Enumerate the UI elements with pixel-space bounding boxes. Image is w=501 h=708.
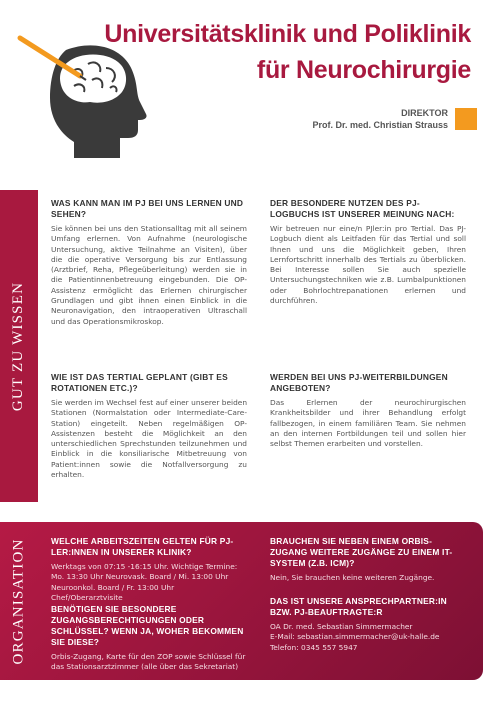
section-label-gut-zu-wissen: GUT ZU WISSEN — [10, 281, 27, 411]
faq-question: BRAUCHEN SIE NEBEN EINEM ORBIS-ZUGANG WEITERE ZUGÄNGE ZU EINEM IT-SYSTEM (Z.B. ICM)? — [270, 536, 453, 568]
sidebar-section-gut-zu-wissen — [0, 190, 38, 502]
faq-block — [270, 198, 466, 306]
faq-block — [51, 604, 247, 673]
faq-question: DER BESONDERE NUTZEN DES PJ-LOGBUCHS IST UNSERER MEINUNG NACH: — [270, 198, 455, 219]
faq-answer: Sie können bei uns den Stationsalltag mit all seinem Umfang erlernen. Von Aufnahme (neurologische Untersuchung, aktive Teilnahme an Visiten), über die die operative Versorgung bis zur Entlassung (Arztbrief, Reha, Pflegeüberleitung) werden sie in die Patientinnenbetreuung eingebunden. Die OP-Assistenz ermöglicht das Erlernen chirurgischer Grundlagen und gibt ihnen einen Einblick in die Neuronavigation, den intraoperativen Ultraschall und das Operationsmikroskop. — [51, 224, 247, 326]
faq-question: DAS IST UNSERE ANSPRECHPARTNER:IN BZW. PJ-BEAUFTRAGTE:R — [270, 596, 447, 617]
faq-block — [270, 372, 466, 449]
header — [0, 0, 501, 190]
head-with-probe-icon — [14, 32, 154, 162]
faq-block — [51, 536, 247, 603]
organisation-panel — [0, 522, 483, 680]
faq-answer: Nein, Sie brauchen keine weiteren Zugänge. — [270, 573, 435, 582]
contact-email[interactable]: E-Mail: sebastian.simmermacher@uk-halle.de — [270, 632, 440, 642]
faq-answer: Das Erlernen der neurochirurgischen Krankheitsbilder und ihrer Behandlung erfolgt fallbezogen, in einem familiären Team. Sie nehmen an den internen Fortbildungen teil und sollen hier selbst Themen erarbeiten und vorstellen. — [270, 398, 466, 449]
faq-answer: Werktags von 07:15 -16:15 Uhr. Wichtige Termine: Mo. 13:30 Uhr Neurovask. Board / Mi. 13:00 Uhr Neuroonkol. Board / Fr. 13:00 Uhr Chef/Oberarztvisite — [51, 562, 238, 602]
contact-block — [270, 596, 466, 653]
orange-accent-square — [455, 108, 477, 130]
clinic-subtitle: für Neurochirurgie — [256, 56, 471, 84]
director-name: Prof. Dr. med. Christian Strauss — [312, 120, 448, 130]
faq-question: WELCHE ARBEITSZEITEN GELTEN FÜR PJ-LER:INNEN IN UNSERER KLINIK? — [51, 536, 234, 557]
clinic-title: Universitätsklinik und Poliklinik — [104, 20, 471, 48]
faq-question: BENÖTIGEN SIE BESONDERE ZUGANGSBERECHTIGUNGEN ODER SCHLÜSSEL? WENN JA, WOHER BEKOMMEN SIE DIESE? — [51, 604, 244, 647]
faq-question: WAS KANN MAN IM PJ BEI UNS LERNEN UND SEHEN? — [51, 198, 244, 219]
faq-question: WIE IST DAS TERTIAL GEPLANT (GIBT ES ROTATIONEN ETC.)? — [51, 372, 228, 393]
faq-block — [270, 536, 466, 583]
section-label-organisation: ORGANISATION — [10, 537, 27, 665]
contact-name: OA Dr. med. Sebastian Simmermacher — [270, 622, 413, 631]
faq-answer: Sie werden im Wechsel fest auf einer unserer beiden Stationen (Normalstation oder Intermediate-Care-Station) eingeteilt. Neben regelmäßigen OP-Assistenzen besteht die Möglichkeit an den unterschiedlichen Sprechstunden teilzunehmen und Einblick in die konsiliarische Mitbetreuung von Patient:innen sowie die Notfallversorgung zu erhalten. — [51, 398, 247, 480]
faq-question: WERDEN BEI UNS PJ-WEITERBILDUNGEN ANGEBOTEN? — [270, 372, 448, 393]
faq-block — [51, 198, 247, 327]
faq-answer: Orbis-Zugang, Karte für den ZOP sowie Schlüssel für das Stationsarztzimmer (alle über das Sekretariat) — [51, 652, 246, 672]
director-label: DIREKTOR — [401, 108, 448, 118]
faq-answer: Wir betreuen nur eine/n PJler:in pro Tertial. Das PJ-Logbuch dient als Leitfaden für das Tertial und soll Ihnen und uns die Möglichkeit geben, Ihren Lernfortschritt innerhalb des Tertials zu überblicken. Bei Interesse sollen Sie auch spezielle Untersuchungstechniken wie z.B. Lumbalpunktionen oder Bohrlochtrepanationen erlernen und durchführen. — [270, 224, 466, 306]
contact-phone[interactable]: Telefon: 0345 557 5947 — [270, 642, 358, 652]
faq-block — [51, 372, 247, 480]
